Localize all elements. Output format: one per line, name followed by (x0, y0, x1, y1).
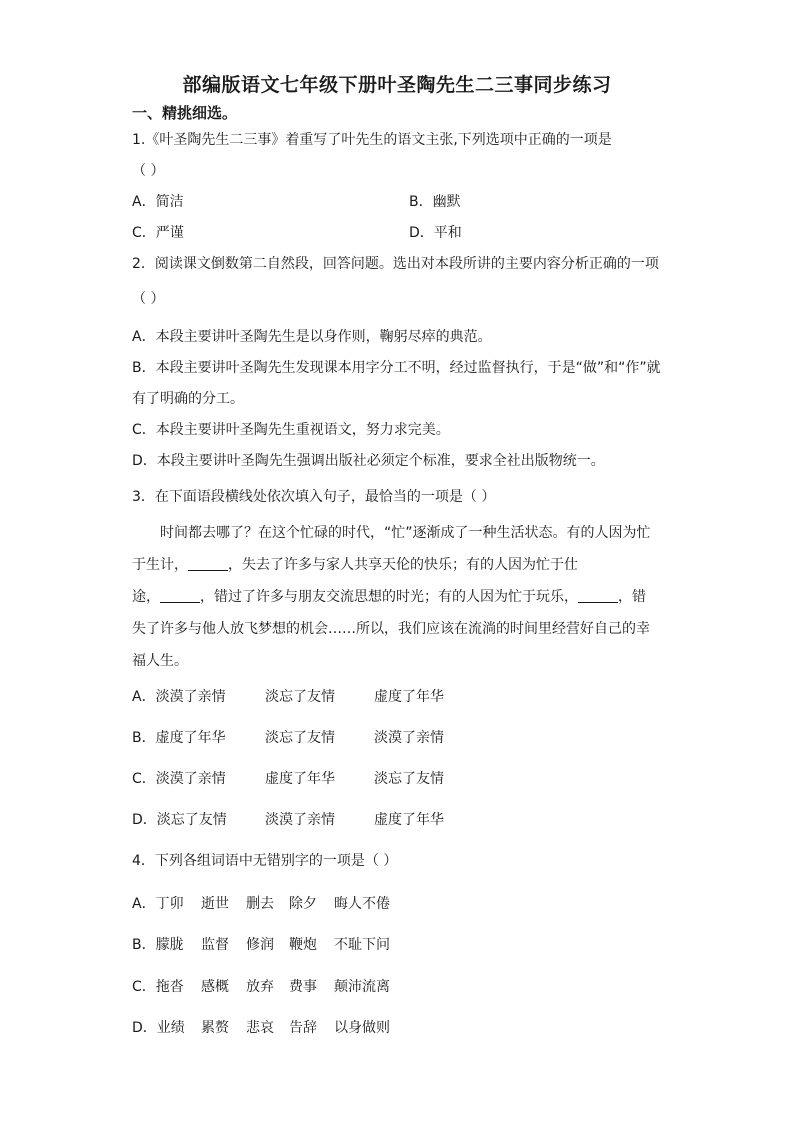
q3-passage-text: ，错 (618, 589, 646, 605)
fill-blank-2 (160, 588, 200, 603)
option-word: 淡漠了亲情 (265, 812, 335, 828)
q4-option-b (132, 936, 390, 954)
option-word: 淡漠了亲情 (155, 689, 226, 705)
option-label: C． (132, 979, 156, 995)
option-word: 拖沓 (155, 979, 184, 995)
q2-option-b-line1: B．本段主要讲叶圣陶先生发现课本用字分工不明，经过监督执行，于是“做”和“作”就 (132, 360, 661, 376)
option-word: 虚度了年华 (374, 689, 444, 705)
q3-passage-text: ，失去了许多与家人共享天伦的快乐；有的人因为忙于仕 (228, 557, 578, 573)
option-label: B． (132, 730, 156, 746)
q4-option-c (132, 978, 390, 996)
q3-stem: 3．在下面语段横线处依次填入句子，最恰当的一项是（ ） (132, 489, 496, 505)
option-word: 修润 (246, 937, 274, 953)
q3-option-c (132, 770, 444, 788)
option-word: 虚度了年华 (265, 771, 335, 787)
option-word: 颠沛流离 (334, 979, 390, 995)
option-word: 淡漠了亲情 (374, 730, 444, 746)
option-label: D． (132, 1020, 157, 1036)
option-label: D． (132, 812, 157, 828)
option-label: A． (132, 896, 156, 912)
q2-stem: 2．阅读课文倒数第二自然段，回答问题。选出对本段所讲的主要内容分析正确的一项 (132, 256, 659, 272)
q4-option-a (132, 895, 390, 913)
q3-option-d (132, 811, 444, 829)
option-word: 业绩 (156, 1020, 185, 1036)
option-word: 放弃 (246, 979, 274, 995)
option-word: 感概 (201, 979, 229, 995)
page-title: 部编版语文七年级下册叶圣陶先生二三事同步练习 (182, 74, 612, 96)
q2-option-c: C．本段主要讲叶圣陶先生重视语文，努力求完美。 (132, 422, 450, 438)
option-word: 虚度了年华 (155, 730, 226, 746)
q3-passage-line2 (132, 556, 578, 574)
option-word: 朦胧 (155, 937, 184, 953)
q3-passage-text: 途， (132, 589, 160, 605)
option-label: B． (132, 937, 156, 953)
q1-option-c: C．严谨 (132, 225, 184, 241)
q1-option-a: A．简洁 (132, 194, 184, 210)
option-word: 悲哀 (246, 1020, 274, 1036)
q4-option-d (132, 1019, 390, 1037)
option-label: A． (132, 689, 156, 705)
q3-option-b (132, 729, 444, 747)
option-word: 淡忘了友情 (374, 771, 444, 787)
q3-passage-line3 (132, 588, 646, 606)
q3-passage-line4: 失了许多与他人放飞梦想的机会……所以，我们应该在流淌的时间里经营好自己的幸 (132, 621, 650, 637)
option-word: 淡漠了亲情 (155, 771, 226, 787)
q3-passage-line1: 时间都去哪了？在这个忙碌的时代，“忙”逐渐成了一种生活状态。有的人因为忙 (160, 525, 651, 541)
option-word: 不耻下问 (334, 937, 390, 953)
option-word: 除夕 (289, 896, 317, 912)
q3-passage-line5: 福人生。 (132, 653, 188, 669)
q2-answer-paren: （ ） (132, 291, 165, 307)
option-word: 鞭炮 (289, 937, 317, 953)
option-word: 费事 (289, 979, 317, 995)
option-label: C． (132, 771, 156, 787)
q1-option-d: D．平和 (409, 225, 462, 241)
fill-blank-1 (188, 556, 228, 571)
option-word: 淡忘了友情 (265, 689, 335, 705)
section-heading: 一、精挑细选。 (132, 104, 238, 122)
q2-option-b-line2: 有了明确的分工。 (132, 391, 244, 407)
q2-option-a: A．本段主要讲叶圣陶先生是以身作则，鞠躬尽瘁的典范。 (132, 329, 492, 345)
option-word: 淡忘了友情 (156, 812, 227, 828)
option-word: 监督 (201, 937, 229, 953)
option-word: 累赘 (201, 1020, 229, 1036)
q3-option-a (132, 688, 444, 706)
q1-answer-paren: （ ） (132, 163, 165, 179)
q1-option-b: B．幽默 (409, 194, 461, 210)
option-word: 丁卯 (155, 896, 184, 912)
option-word: 淡忘了友情 (265, 730, 335, 746)
option-word: 虚度了年华 (374, 812, 444, 828)
fill-blank-3 (578, 588, 618, 603)
q1-stem: 1.《叶圣陶先生二三事》着重写了叶先生的语文主张,下列选项中正确的一项是 (132, 132, 612, 148)
option-word: 以身做则 (334, 1020, 390, 1036)
option-word: 晦人不倦 (334, 896, 390, 912)
q3-passage-text: 于生计， (132, 557, 188, 573)
q2-option-d: D．本段主要讲叶圣陶先生强调出版社必须定个标准，要求全社出版物统一。 (132, 453, 605, 469)
q4-stem: 4．下列各组词语中无错别字的一项是（ ） (132, 853, 398, 869)
option-word: 逝世 (201, 896, 229, 912)
q3-passage-text: ，错过了许多与朋友交流思想的时光；有的人因为忙于玩乐， (200, 589, 578, 605)
option-word: 告辞 (289, 1020, 317, 1036)
option-word: 删去 (246, 896, 274, 912)
